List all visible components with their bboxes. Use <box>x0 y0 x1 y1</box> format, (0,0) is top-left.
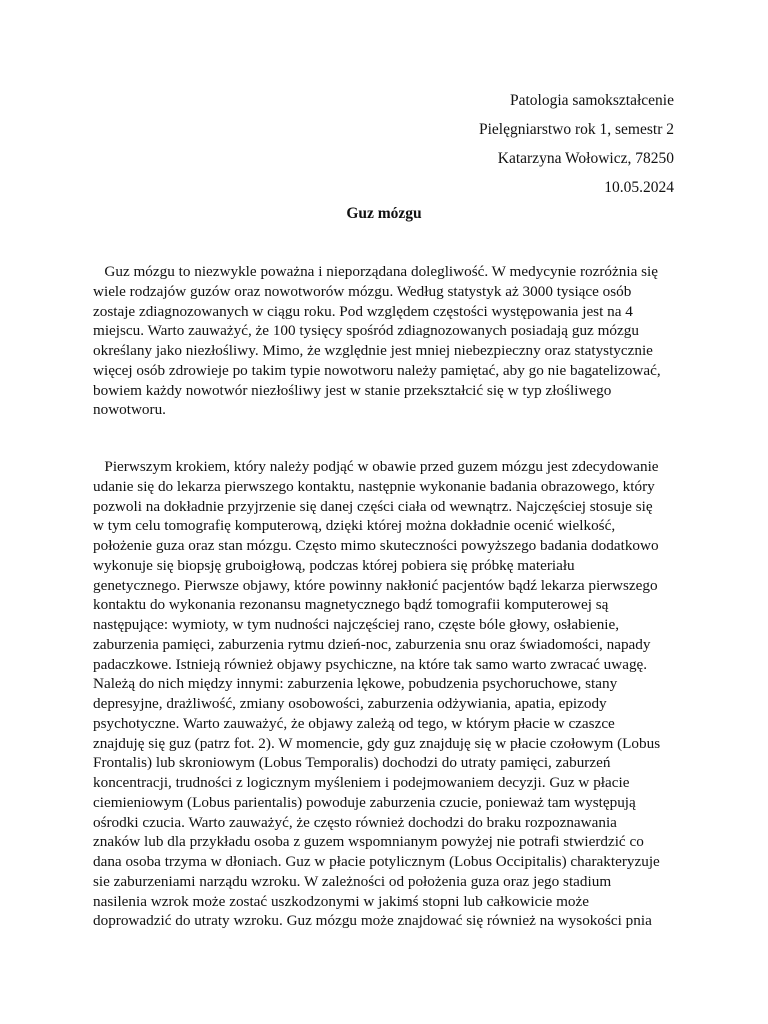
text-line: nasilenia wzrok może zostać uszkodzonymi w jakimś stopni lub całkowicie może <box>93 892 589 910</box>
text-line: nowotworu. <box>93 401 166 419</box>
document-date: 10.05.2024 <box>604 179 674 196</box>
text-line: w tym celu tomografię komputerową, dzięki której można dokładnie ocenić wielkość, <box>93 517 616 535</box>
text-line: bowiem każdy nowotwór niezłośliwy jest w stanie przekształcić się w typ złośliwego <box>93 381 612 399</box>
text-line: koncentracji, trudności z logicznym myśleniem i podejmowaniem decyzji. Guz w płacie <box>93 774 630 791</box>
paragraph-1 <box>93 262 673 420</box>
text-line: wiele rodzajów guzów oraz nowotworów mózgu. Według statystyk aż 3000 tysiące osób <box>93 282 632 300</box>
text-line: genetycznego. Pierwsze objawy, które powinny nakłonić pacjentów bądź lekarza pierwszego <box>93 576 658 594</box>
text-line: określany jako niezłośliwy. Mimo, że względnie jest mniej niebezpieczny oraz statystycznie <box>93 342 653 359</box>
text-line: doprowadzić do utraty wzroku. Guz mózgu może znajdować się również na wysokości pnia <box>93 912 652 930</box>
text-line: zaburzenia pamięci, zaburzenia rytmu dzień-noc, zaburzenia snu oraz świadomości, napady <box>93 635 651 653</box>
document-title: Guz mózgu <box>346 205 422 222</box>
text-line: depresyjne, drażliwość, zmiany osobowości, zaburzenia odżywiania, apatia, epizody <box>93 695 607 712</box>
text-line: wykonuje się biopsję gruboigłową, podczas której pobiera się próbkę materiału <box>93 556 575 574</box>
text-line: położenie guza oraz stan mózgu. Często mimo skuteczności powyższego badania dodatkowo <box>93 537 659 554</box>
text-line: psychotyczne. Warto zauważyć, że objawy zależą od tego, w którym płacie w czaszce <box>93 714 615 732</box>
text-line: Guz mózgu to niezwykle poważna i nieporządana dolegliwość. W medycynie rozróżnia się <box>93 263 658 280</box>
text-line: sie zaburzeniami narządu wzroku. W zależności od położenia guza oraz jego stadium <box>93 872 612 890</box>
text-line: znajduję się guz (patrz fot. 2). W momencie, gdy guz znajduję się w płacie czołowym (Lobus <box>93 734 661 752</box>
text-line: pozwoli na dokładnie przyjrzenie się danej części ciała od wewnątrz. Najczęściej stosuje się <box>93 497 653 515</box>
text-line: zostaje zdiagnozowanych w ciągu roku. Pod względem częstości występowania jest na 4 <box>93 302 633 320</box>
text-line: udanie się do lekarza pierwszego kontaktu, następnie wykonanie badania obrazowego, który <box>93 477 655 495</box>
program-info: Pielęgniarstwo rok 1, semestr 2 <box>478 121 674 138</box>
text-line: kontaktu do wykonania rezonansu magnetycznego bądź tomografii komputerowej są <box>93 596 609 614</box>
course-name: Patologia samokształcenie <box>510 92 674 109</box>
text-line: Pierwszym krokiem, który należy podjąć w obawie przed guzem mózgu jest zdecydowanie <box>93 458 659 475</box>
text-line: padaczkowe. Istnieją również objawy psychiczne, na które tak samo warto zwracać uwagę. <box>93 655 648 673</box>
author-info: Katarzyna Wołowicz, 78250 <box>497 150 674 167</box>
document-header <box>479 86 674 202</box>
text-line: ciemieniowym (Lobus parientalis) powoduje zaburzenia czucie, ponieważ tam występują <box>93 793 636 811</box>
text-line: Frontalis) lub skroniowym (Lobus Temporalis) dochodzi do utraty pamięci, zaburzeń <box>93 754 611 772</box>
text-line: znaków lub dla przykładu osoba z guzem wspomnianym powyżej nie potrafi stwierdzić co <box>93 833 644 851</box>
text-line: Należą do nich między innymi: zaburzenia lękowe, pobudzenia psychoruchowe, stany <box>93 675 618 693</box>
text-line: dana osoba trzyma w dłoniach. Guz w płacie potylicznym (Lobus Occipitalis) charakteryzuje <box>93 853 660 870</box>
text-line: miejscu. Warto zauważyć, że 100 tysięcy spośród zdiagnozowanych posiadają guz mózgu <box>93 322 639 340</box>
text-line: więcej osób zdrowieje po takim typie nowotworu należy pamiętać, aby go nie bagatelizować, <box>93 361 661 379</box>
text-line: następujące: wymioty, w tym nudności najczęściej rano, częste bóle głowy, osłabienie, <box>93 616 620 633</box>
paragraph-2 <box>93 457 673 931</box>
text-line: ośrodki czucia. Warto zauważyć, że często również dochodzi do braku rozpoznawania <box>93 813 617 831</box>
